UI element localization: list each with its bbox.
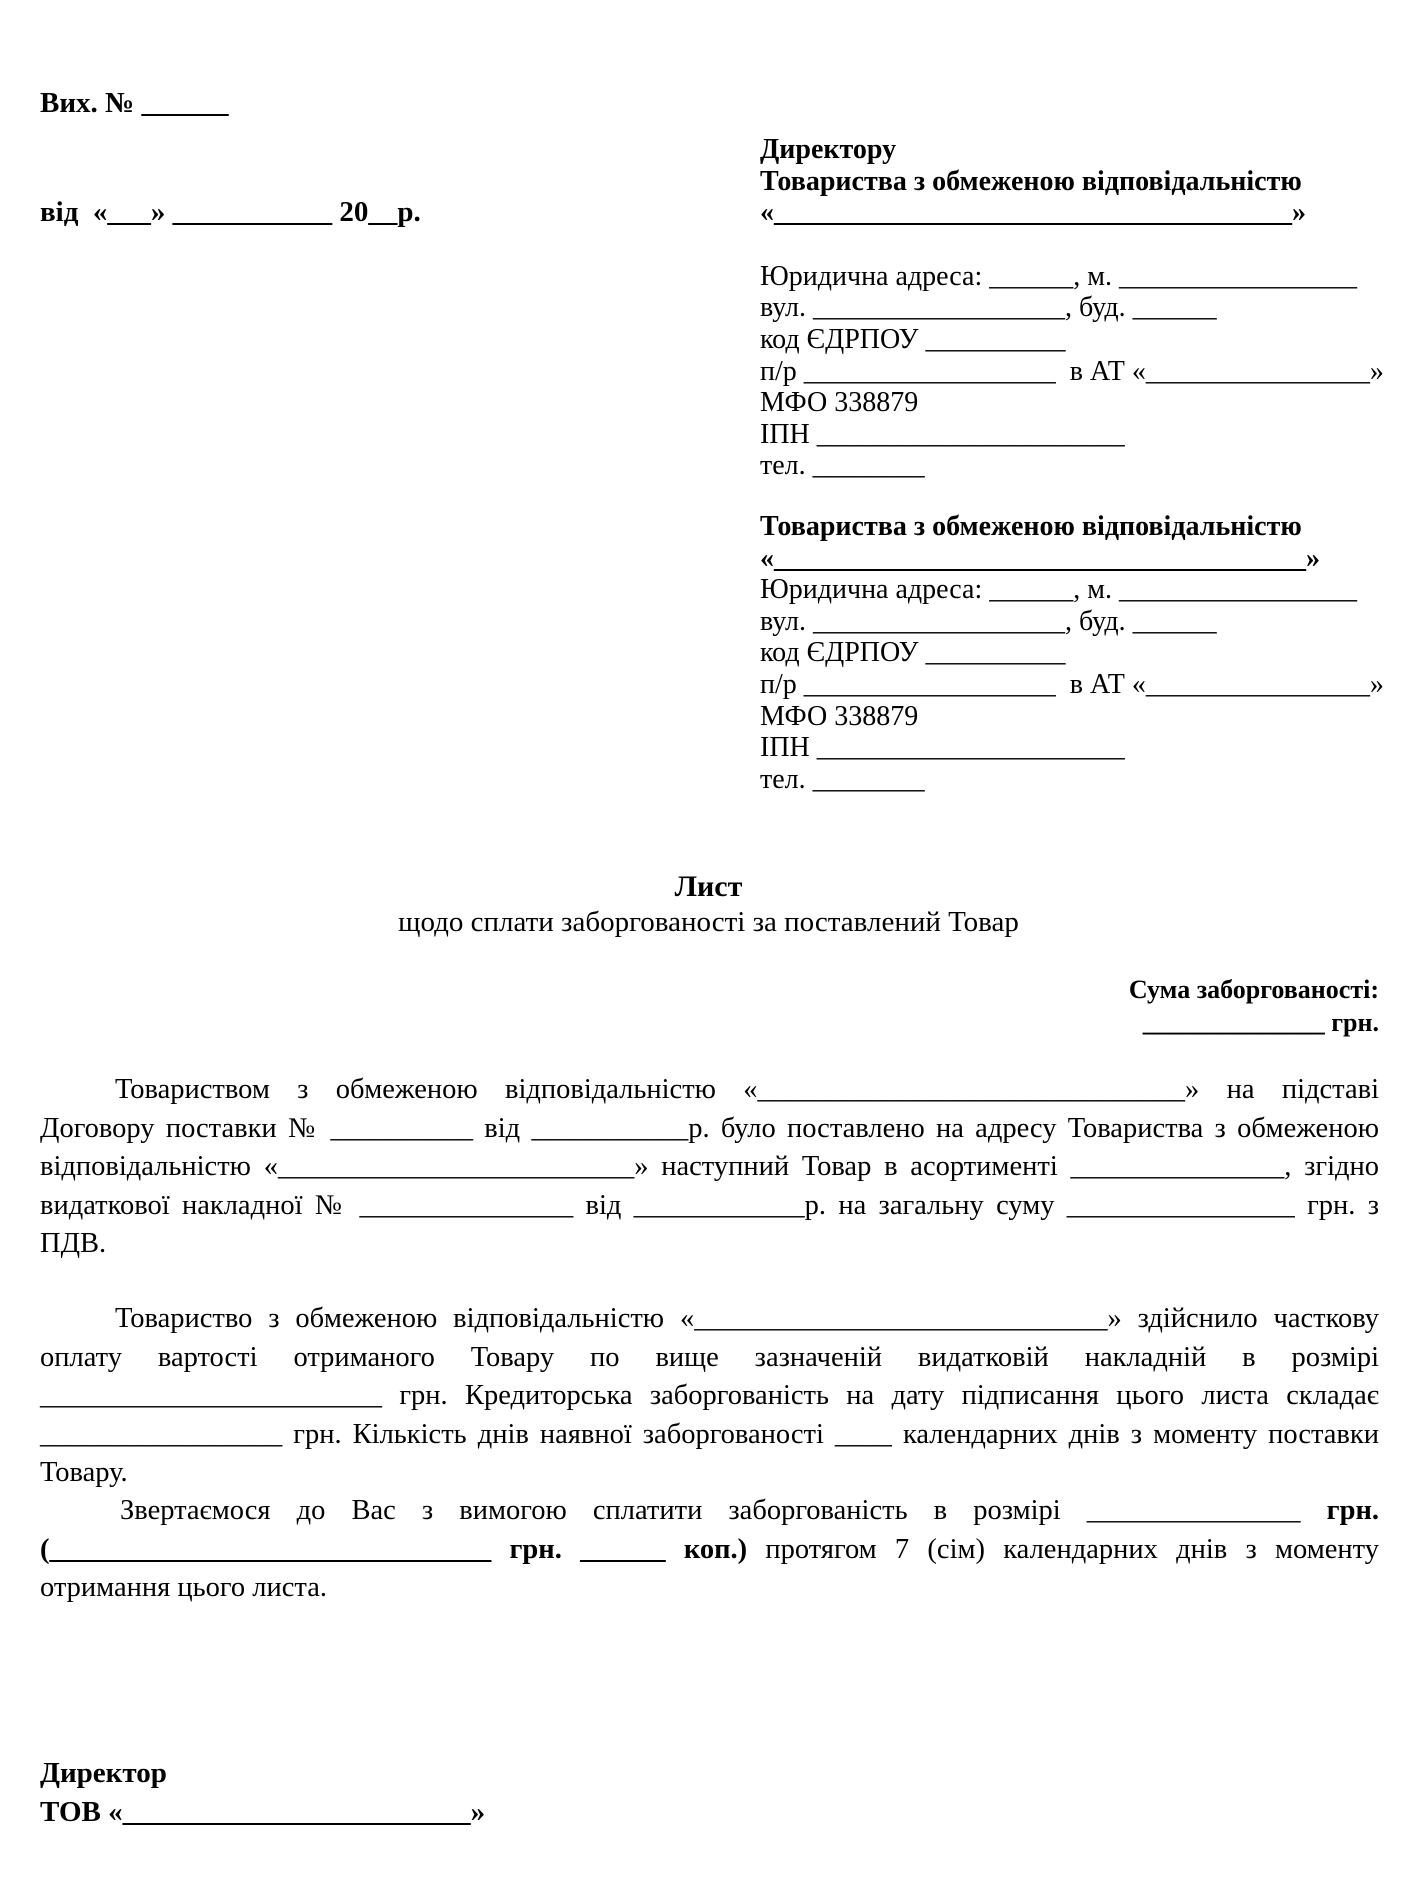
recipient-spacer: [760, 229, 1400, 261]
recipient-account: п/р __________________ в АТ «________________»: [760, 355, 1384, 387]
recipient-block: [760, 134, 1400, 482]
recipient-mfo: МФО 338879: [760, 387, 919, 419]
recipient-phone: тел. ________: [760, 450, 925, 482]
recipient-title: Директору: [760, 134, 897, 165]
outgoing-number: Вих. № ______: [40, 87, 229, 119]
sender-account: п/р __________________ в АТ «________________»: [760, 668, 1384, 700]
sender-mfo: МФО 338879: [760, 700, 919, 732]
signature-block: [40, 1754, 485, 1832]
recipient-edrpou: код ЄДРПОУ __________: [760, 323, 1066, 355]
recipient-company-type: Товариства з обмеженою відповідальністю: [760, 165, 1302, 197]
signature-company: ТОВ «________________________»: [40, 1796, 486, 1828]
debt-summary: [1129, 973, 1379, 1039]
sender-street: вул. __________________, буд. ______: [760, 605, 1217, 637]
sender-company-name: «______________________________________»: [760, 542, 1320, 574]
debt-label: Сума заборгованості:: [1128, 975, 1379, 1004]
letter-title: Лист: [674, 870, 743, 903]
sender-ipn: ІПН ______________________: [760, 732, 1125, 764]
recipient-ipn: ІПН ______________________: [760, 418, 1125, 450]
sender-edrpou: код ЄДРПОУ __________: [760, 637, 1066, 669]
signature-position: Директор: [40, 1757, 167, 1789]
outgoing-reference: [40, 18, 421, 267]
demand-text-start: Звертаємося до Вас з вимогою сплатити заборгованість в розмірі _______________: [120, 1495, 1327, 1526]
debt-amount: ______________ грн.: [1142, 1008, 1379, 1037]
sender-block: [760, 511, 1400, 795]
recipient-street: вул. __________________, буд. ______: [760, 292, 1217, 324]
recipient-company-name: «_____________________________________»: [760, 197, 1306, 229]
demand-text-end: протягом 7 (сім) календарних днів з моменту отримання цього листа.: [40, 1533, 1379, 1603]
outgoing-date: від «___» ___________ 20__р.: [40, 196, 421, 228]
body-paragraph-demand: [40, 1492, 1379, 1608]
demand-amount: грн. (_______________________________ грн. ______ коп.): [40, 1495, 1379, 1565]
body-paragraph-delivery: Товариством з обмеженою відповідальністю «______________________________» на підставі Договору поставки № __________ від ___________р. було поставлено на адресу Товариства з обмеженою відповідальністю «_________________________» наступний Товар в асортименті _______________, згідно видаткової накладної № _______________ від ____________р. на загальну суму ________________ грн. з ПДВ.: [40, 1074, 1379, 1259]
recipient-legal-address: Юридична адреса: ______, м. _________________: [760, 260, 1357, 292]
sender-phone: тел. ________: [760, 763, 925, 795]
sender-company-type: Товариства з обмеженою відповідальністю: [760, 511, 1302, 542]
sender-legal-address: Юридична адреса: ______, м. _________________: [760, 574, 1357, 606]
body-paragraph-payment: Товариство з обмеженою відповідальністю «_____________________________» здійснило часткову оплату вартості отриманого Товару по вище зазначеній видатковій накладній в розмірі ________________________ грн. Кредиторська заборгованість на дату підписання цього листа складає _________________ грн. Кількість днів наявної заборгованості ____ календарних днів з моменту поставки Товару.: [40, 1303, 1379, 1488]
letter-subtitle: щодо сплати заборгованості за поставлений Товар: [398, 906, 1019, 938]
